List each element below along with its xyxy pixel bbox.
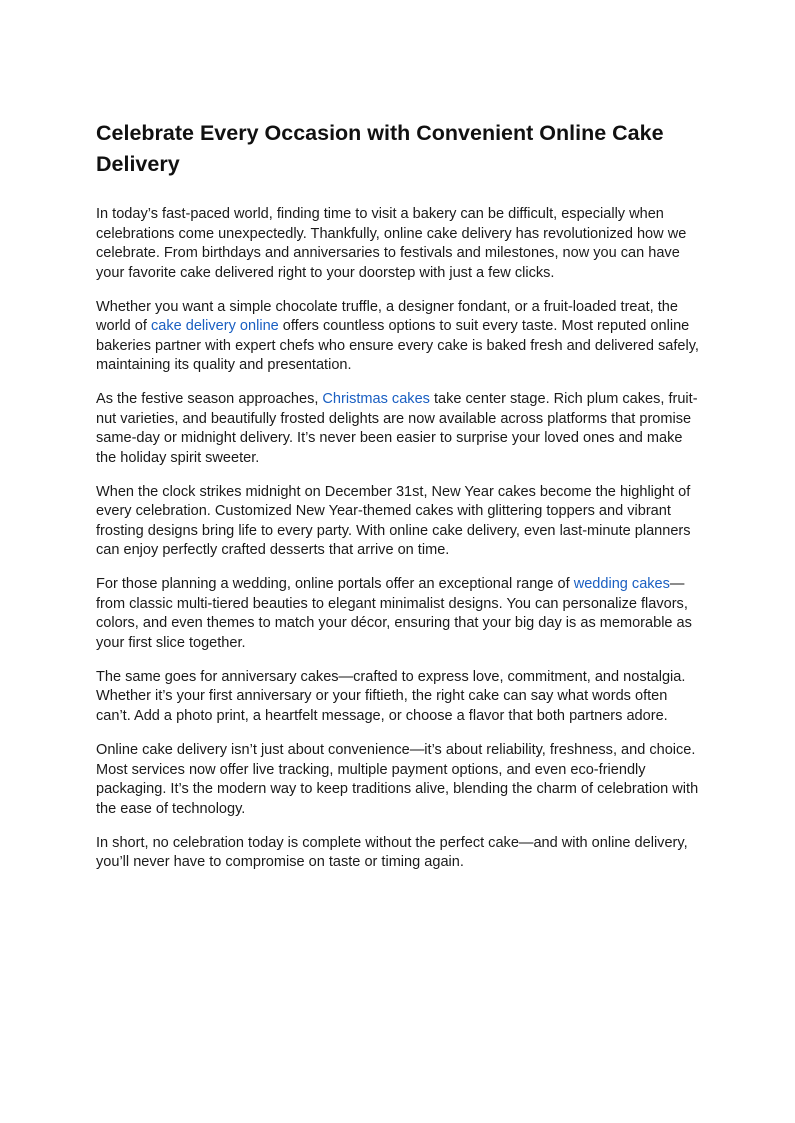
paragraph-text: Whether you want a simple chocolate truffle, a designer fondant, or a fruit-loaded treat, the world of	[96, 298, 678, 335]
link-wedding-cakes[interactable]: wedding cakes	[573, 576, 670, 593]
document-title: Celebrate Every Occasion with Convenient Online Cake Delivery	[96, 121, 664, 176]
paragraph-convenience: Online cake delivery isn’t just about convenience—it’s about reliability, freshness, and choice. Most services now offer live tracking, multiple payment options, and even eco-friendly packaging. It’s the modern way to keep traditions alive, blending the charm of celebration with the ease of technology.	[96, 742, 699, 817]
paragraph-anniversary: The same goes for anniversary cakes—crafted to express love, commitment, and nostalgia. Whether it’s your first anniversary or your fiftieth, the right cake can say what words often can’t. Add a photo print, a heartfelt message, or choose a flavor that both partners adore.	[96, 668, 686, 724]
paragraph-intro: In today’s fast-paced world, finding time to visit a bakery can be difficult, especially when celebrations come unexpectedly. Thankfully, online cake delivery has revolutionized how we celebrate. From birthdays and anniversaries to festivals and milestones, now you can have your favorite cake delivered right to your doorstep with just a few clicks.	[96, 206, 687, 281]
link-christmas-cakes[interactable]: Christmas cakes	[322, 391, 430, 408]
paragraph-text: As the festive season approaches,	[96, 391, 323, 408]
paragraph-options	[96, 298, 700, 376]
paragraph-conclusion: In short, no celebration today is complete without the perfect cake—and with online delivery, you’ll never have to compromise on taste or timing again.	[96, 834, 688, 871]
paragraph-text: —from classic multi-tiered beauties to elegant minimalist designs. You can personalize flavors, colors, and even themes to match your décor, ensuring that your big day is as memorable as your first slice together.	[96, 576, 692, 651]
document-page	[96, 118, 700, 887]
paragraph-christmas	[96, 390, 700, 468]
paragraph-wedding	[96, 575, 700, 653]
paragraph-text: take center stage. Rich plum cakes, fruit-nut varieties, and beautifully frosted delights are now available across platforms that promise same-day or midnight delivery. It’s never been easier to surprise your loved ones and make the holiday spirit sweeter.	[96, 391, 698, 466]
paragraph-text: For those planning a wedding, online portals offer an exceptional range of	[96, 576, 574, 593]
link-cake-delivery-online[interactable]: cake delivery online	[150, 318, 279, 335]
paragraph-new-year: When the clock strikes midnight on December 31st, New Year cakes become the highlight of every celebration. Customized New Year-themed cakes with glittering toppers and vibrant frosting designs bring life to every party. With online cake delivery, even last-minute planners can enjoy perfectly crafted desserts that arrive on time.	[96, 483, 691, 559]
paragraph-text: offers countless options to suit every taste. Most reputed online bakeries partner with expert chefs who ensure every cake is baked fresh and delivered safely, maintaining its quality and presentation.	[96, 318, 699, 374]
